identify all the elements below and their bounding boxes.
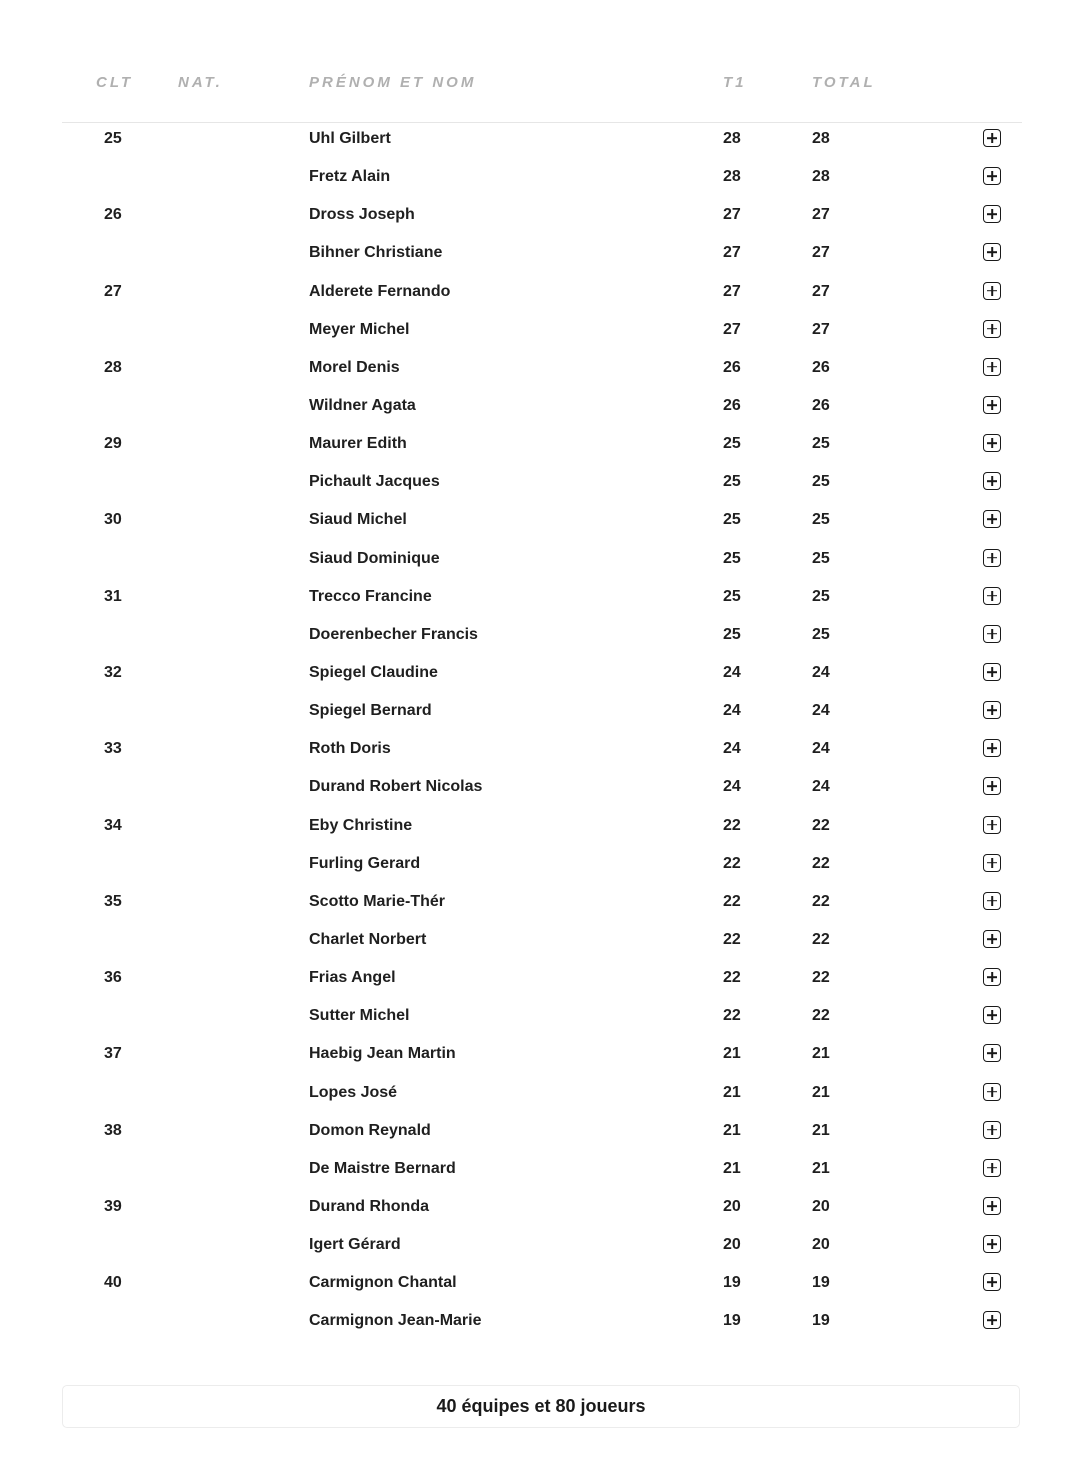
total-score-cell: 25 [812, 625, 830, 643]
player-name-cell: Maurer Edith [309, 435, 407, 453]
table-row [62, 503, 1022, 541]
total-score-cell: 19 [812, 1274, 830, 1292]
total-score-cell: 27 [812, 320, 830, 338]
total-score-cell: 24 [812, 702, 830, 720]
table-row [62, 465, 1022, 503]
table-row [62, 198, 1022, 236]
expand-plus-icon[interactable] [983, 968, 1001, 986]
table-row [62, 656, 1022, 694]
t1-score-cell: 24 [723, 778, 741, 796]
expand-plus-icon[interactable] [983, 587, 1001, 605]
rank-cell: 25 [104, 130, 122, 147]
t1-score-cell: 20 [723, 1197, 741, 1215]
header-t1: T1 [723, 74, 747, 91]
total-score-cell: 25 [812, 587, 830, 605]
expand-plus-icon[interactable] [983, 434, 1001, 452]
expand-plus-icon[interactable] [983, 243, 1001, 261]
t1-score-cell: 25 [723, 625, 741, 643]
total-score-cell: 21 [812, 1083, 830, 1101]
t1-score-cell: 25 [723, 435, 741, 453]
total-score-cell: 25 [812, 511, 830, 529]
table-row [62, 389, 1022, 427]
total-score-cell: 22 [812, 930, 830, 948]
table-row [62, 1037, 1022, 1075]
player-name-cell: Spiegel Bernard [309, 702, 432, 720]
total-score-cell: 22 [812, 816, 830, 834]
expand-plus-icon[interactable] [983, 625, 1001, 643]
t1-score-cell: 21 [723, 1083, 741, 1101]
rank-cell: 38 [104, 1121, 122, 1139]
table-row [62, 122, 1022, 160]
total-score-cell: 20 [812, 1236, 830, 1254]
expand-plus-icon[interactable] [983, 1006, 1001, 1024]
expand-plus-icon[interactable] [983, 1197, 1001, 1215]
t1-score-cell: 24 [723, 740, 741, 758]
expand-plus-icon[interactable] [983, 472, 1001, 490]
player-name-cell: Carmignon Jean-Marie [309, 1312, 482, 1330]
rank-cell: 39 [104, 1197, 122, 1215]
player-name-cell: Spiegel Claudine [309, 663, 438, 681]
total-score-cell: 20 [812, 1197, 830, 1215]
player-name-cell: Siaud Michel [309, 511, 407, 529]
total-score-cell: 24 [812, 740, 830, 758]
rank-cell: 35 [104, 892, 122, 910]
expand-plus-icon[interactable] [983, 1044, 1001, 1062]
table-header [62, 60, 1022, 123]
total-score-cell: 27 [812, 282, 830, 300]
total-score-cell: 21 [812, 1159, 830, 1177]
total-score-cell: 28 [812, 168, 830, 186]
table-row [62, 313, 1022, 351]
t1-score-cell: 19 [723, 1312, 741, 1330]
t1-score-cell: 27 [723, 282, 741, 300]
expand-plus-icon[interactable] [983, 129, 1001, 147]
table-row [62, 1152, 1022, 1190]
total-score-cell: 22 [812, 969, 830, 987]
table-row [62, 542, 1022, 580]
expand-plus-icon[interactable] [983, 510, 1001, 528]
t1-score-cell: 22 [723, 930, 741, 948]
t1-score-cell: 21 [723, 1121, 741, 1139]
t1-score-cell: 28 [723, 130, 741, 147]
player-name-cell: Roth Doris [309, 740, 391, 758]
total-score-cell: 26 [812, 396, 830, 414]
total-score-cell: 25 [812, 435, 830, 453]
player-name-cell: Durand Rhonda [309, 1197, 429, 1215]
t1-score-cell: 26 [723, 358, 741, 376]
header-total: TOTAL [812, 74, 876, 91]
t1-score-cell: 20 [723, 1236, 741, 1254]
player-name-cell: Igert Gérard [309, 1236, 401, 1254]
rank-cell: 30 [104, 511, 122, 529]
header-nat: NAT. [178, 74, 223, 91]
table-row [62, 1304, 1022, 1342]
t1-score-cell: 25 [723, 473, 741, 491]
table-row [62, 809, 1022, 847]
player-name-cell: Bihner Christiane [309, 244, 443, 262]
total-score-cell: 19 [812, 1312, 830, 1330]
total-score-cell: 26 [812, 358, 830, 376]
total-score-cell: 27 [812, 206, 830, 224]
t1-score-cell: 24 [723, 702, 741, 720]
total-score-cell: 21 [812, 1121, 830, 1139]
expand-plus-icon[interactable] [983, 663, 1001, 681]
table-row [62, 351, 1022, 389]
t1-score-cell: 22 [723, 969, 741, 987]
player-name-cell: Wildner Agata [309, 396, 416, 414]
table-row [62, 580, 1022, 618]
rank-cell: 29 [104, 435, 122, 453]
player-name-cell: Durand Robert Nicolas [309, 778, 483, 796]
header-clt: CLT [96, 74, 134, 91]
t1-score-cell: 19 [723, 1274, 741, 1292]
total-score-cell: 25 [812, 549, 830, 567]
player-name-cell: Fretz Alain [309, 168, 391, 186]
table-row [62, 1114, 1022, 1152]
results-summary: 40 équipes et 80 joueurs [62, 1385, 1020, 1428]
expand-plus-icon[interactable] [983, 816, 1001, 834]
table-row [62, 961, 1022, 999]
table-row [62, 694, 1022, 732]
table-row [62, 160, 1022, 198]
rank-cell: 26 [104, 206, 122, 224]
player-name-cell: Sutter Michel [309, 1007, 410, 1025]
expand-plus-icon[interactable] [983, 549, 1001, 567]
player-name-cell: Scotto Marie-Thér [309, 892, 446, 910]
expand-plus-icon[interactable] [983, 358, 1001, 376]
expand-plus-icon[interactable] [983, 739, 1001, 757]
results-table-body [62, 122, 1022, 1343]
player-name-cell: Uhl Gilbert [309, 130, 391, 147]
expand-plus-icon[interactable] [983, 1083, 1001, 1101]
player-name-cell: Carmignon Chantal [309, 1274, 457, 1292]
total-score-cell: 27 [812, 244, 830, 262]
table-row [62, 885, 1022, 923]
player-name-cell: Domon Reynald [309, 1121, 431, 1139]
t1-score-cell: 25 [723, 511, 741, 529]
player-name-cell: Trecco Francine [309, 587, 432, 605]
t1-score-cell: 27 [723, 206, 741, 224]
header-name: PRÉNOM ET NOM [309, 74, 477, 91]
total-score-cell: 24 [812, 778, 830, 796]
player-name-cell: Charlet Norbert [309, 930, 427, 948]
expand-plus-icon[interactable] [983, 1273, 1001, 1291]
expand-plus-icon[interactable] [983, 930, 1001, 948]
total-score-cell: 22 [812, 854, 830, 872]
t1-score-cell: 24 [723, 663, 741, 681]
player-name-cell: Eby Christine [309, 816, 413, 834]
t1-score-cell: 22 [723, 854, 741, 872]
expand-plus-icon[interactable] [983, 282, 1001, 300]
total-score-cell: 28 [812, 130, 830, 147]
table-row [62, 275, 1022, 313]
t1-score-cell: 22 [723, 816, 741, 834]
table-row [62, 732, 1022, 770]
expand-plus-icon[interactable] [983, 1121, 1001, 1139]
expand-plus-icon[interactable] [983, 892, 1001, 910]
total-score-cell: 21 [812, 1045, 830, 1063]
player-name-cell: Lopes José [309, 1083, 398, 1101]
expand-plus-icon[interactable] [983, 1235, 1001, 1253]
table-row [62, 236, 1022, 274]
t1-score-cell: 26 [723, 396, 741, 414]
table-row [62, 847, 1022, 885]
expand-plus-icon[interactable] [983, 777, 1001, 795]
table-row [62, 1076, 1022, 1114]
player-name-cell: Morel Denis [309, 358, 400, 376]
t1-score-cell: 22 [723, 1007, 741, 1025]
total-score-cell: 25 [812, 473, 830, 491]
rank-cell: 37 [104, 1045, 122, 1063]
table-row [62, 1266, 1022, 1304]
player-name-cell: Frias Angel [309, 969, 396, 987]
player-name-cell: Doerenbecher Francis [309, 625, 478, 643]
table-row [62, 999, 1022, 1037]
expand-plus-icon[interactable] [983, 205, 1001, 223]
t1-score-cell: 27 [723, 320, 741, 338]
player-name-cell: Haebig Jean Martin [309, 1045, 456, 1063]
t1-score-cell: 25 [723, 549, 741, 567]
t1-score-cell: 21 [723, 1045, 741, 1063]
t1-score-cell: 28 [723, 168, 741, 186]
total-score-cell: 22 [812, 1007, 830, 1025]
total-score-cell: 24 [812, 663, 830, 681]
rank-cell: 32 [104, 663, 122, 681]
player-name-cell: Meyer Michel [309, 320, 410, 338]
rank-cell: 31 [104, 587, 122, 605]
rank-cell: 40 [104, 1274, 122, 1292]
table-row [62, 923, 1022, 961]
table-row [62, 618, 1022, 656]
player-name-cell: Dross Joseph [309, 206, 415, 224]
expand-plus-icon[interactable] [983, 701, 1001, 719]
expand-plus-icon[interactable] [983, 167, 1001, 185]
table-row [62, 427, 1022, 465]
rank-cell: 28 [104, 358, 122, 376]
t1-score-cell: 22 [723, 892, 741, 910]
rank-cell: 33 [104, 740, 122, 758]
player-name-cell: De Maistre Bernard [309, 1159, 456, 1177]
t1-score-cell: 27 [723, 244, 741, 262]
rank-cell: 36 [104, 969, 122, 987]
expand-plus-icon[interactable] [983, 1159, 1001, 1177]
expand-plus-icon[interactable] [983, 1311, 1001, 1329]
player-name-cell: Siaud Dominique [309, 549, 440, 567]
rank-cell: 34 [104, 816, 122, 834]
rank-cell: 27 [104, 282, 122, 300]
t1-score-cell: 25 [723, 587, 741, 605]
total-score-cell: 22 [812, 892, 830, 910]
table-row [62, 1190, 1022, 1228]
player-name-cell: Furling Gerard [309, 854, 421, 872]
player-name-cell: Pichault Jacques [309, 473, 440, 491]
t1-score-cell: 21 [723, 1159, 741, 1177]
expand-plus-icon[interactable] [983, 854, 1001, 872]
table-row [62, 1228, 1022, 1266]
player-name-cell: Alderete Fernando [309, 282, 451, 300]
expand-plus-icon[interactable] [983, 396, 1001, 414]
expand-plus-icon[interactable] [983, 320, 1001, 338]
table-row [62, 770, 1022, 808]
